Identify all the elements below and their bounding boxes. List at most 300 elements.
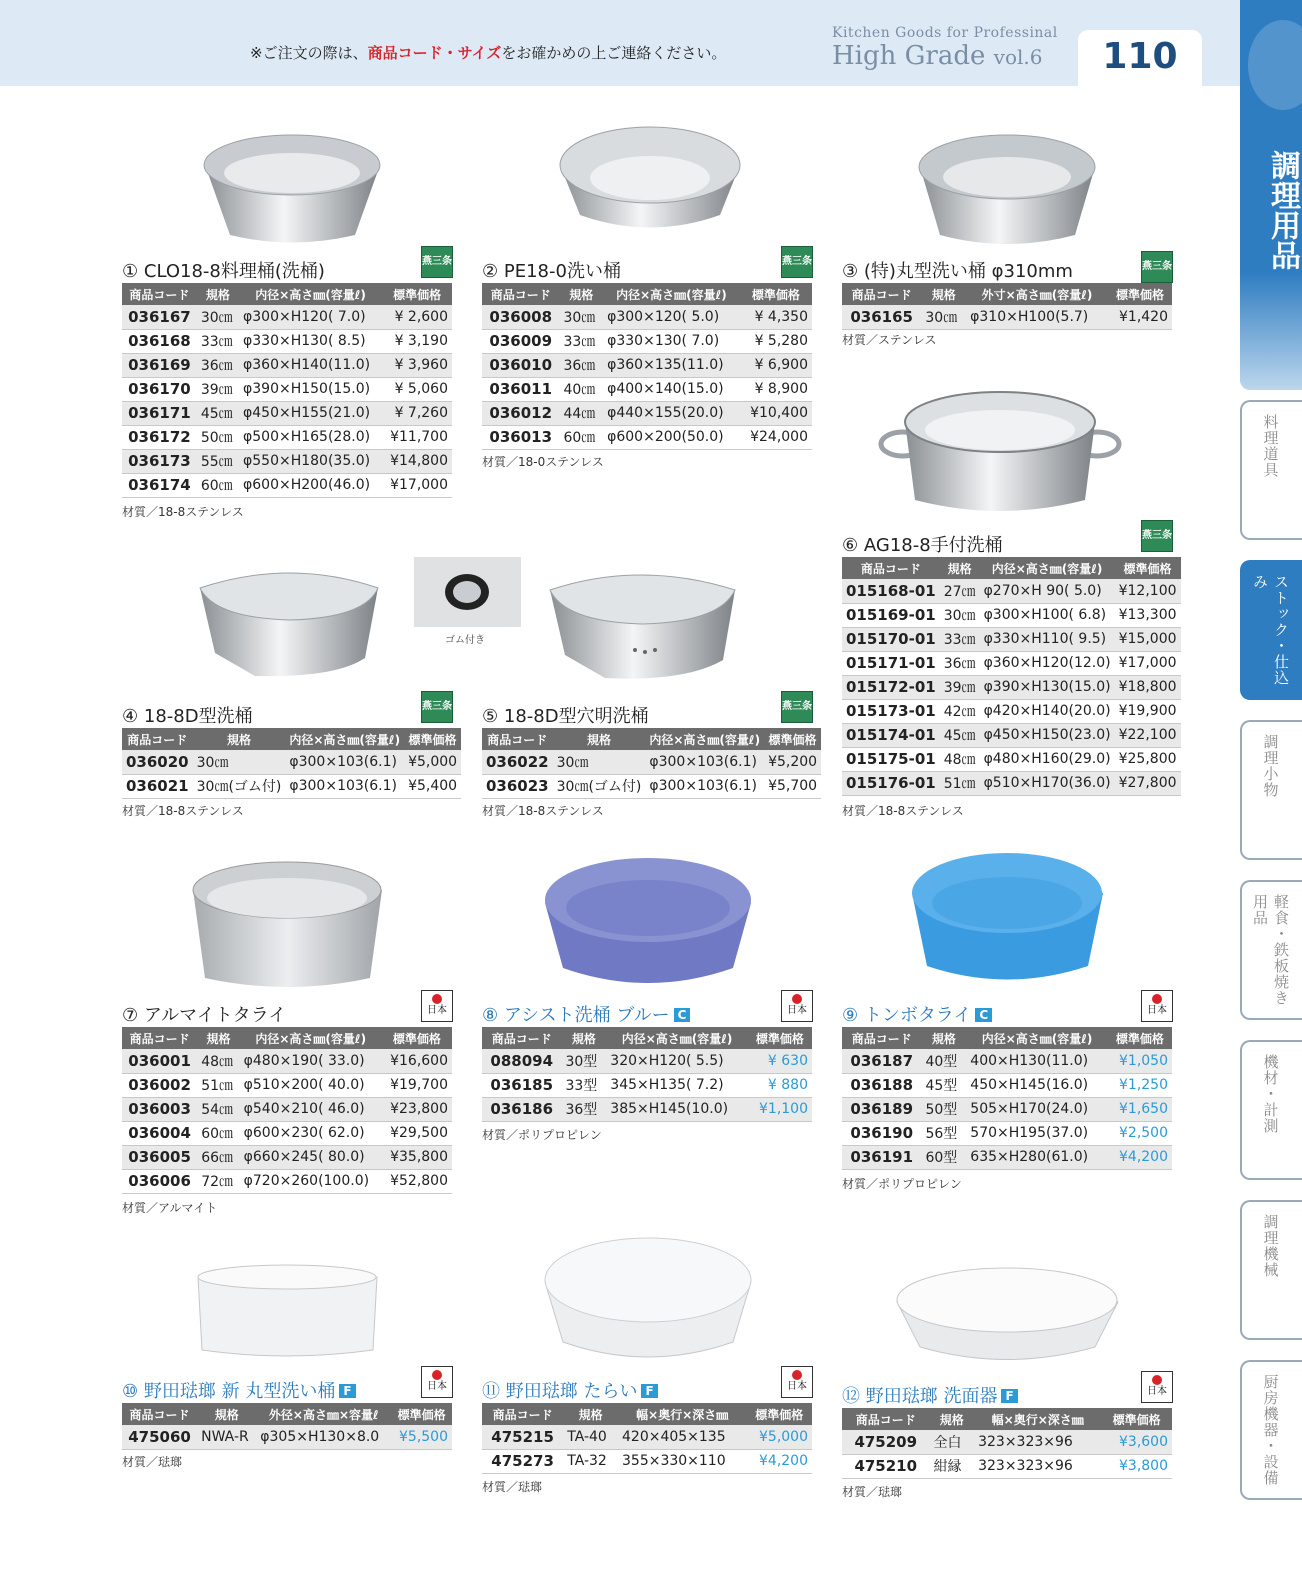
cell-size: 45㎝ — [197, 401, 239, 425]
product-title-4: ④ 18-8D型洗桶 — [122, 706, 253, 727]
table-row — [842, 1121, 1172, 1145]
cell-dimensions: 385×H145(10.0) — [606, 1097, 748, 1121]
product-table-9 — [842, 1027, 1172, 1170]
column-header: 規格 — [197, 283, 239, 305]
cell-size: 30㎝(ゴム付) — [553, 774, 646, 798]
table-header-row — [122, 283, 452, 305]
cell-dimensions: 345×H135( 7.2) — [606, 1073, 748, 1097]
cell-dimensions: φ300×103(6.1) — [645, 750, 764, 774]
product-image-8 — [543, 848, 753, 990]
cell-dimensions: φ330×130( 7.0) — [603, 329, 740, 353]
material-5: 材質／18-8ステンレス — [482, 804, 604, 818]
table-header-row — [842, 283, 1172, 305]
cell-product-code: 475209 — [842, 1430, 930, 1454]
table-row — [842, 1430, 1172, 1454]
cell-price: ¥ 5,060 — [382, 377, 452, 401]
table-header-row — [842, 557, 1181, 579]
cell-dimensions: φ300×103(6.1) — [285, 774, 404, 798]
cell-price: ¥10,400 — [740, 401, 812, 425]
cell-price: ¥1,420 — [1108, 305, 1172, 329]
table-row — [122, 473, 452, 497]
product-image-6 — [875, 382, 1125, 520]
cell-price: ¥16,600 — [382, 1049, 452, 1073]
sidebar-tab-measuring[interactable]: 機材・計測 — [1240, 1040, 1302, 1180]
cell-product-code: 036167 — [122, 305, 197, 329]
material-3: 材質／ステンレス — [842, 333, 937, 347]
cell-price: ¥1,050 — [1108, 1049, 1172, 1073]
cell-size: 36㎝ — [197, 353, 239, 377]
product-title-3: ③ (特)丸型洗い桶 φ310mm — [842, 261, 1073, 282]
cell-dimensions: φ440×155(20.0) — [603, 401, 740, 425]
cell-size: 40型 — [921, 1049, 966, 1073]
cell-price: ¥18,800 — [1115, 675, 1181, 699]
column-header: 規格 — [197, 1403, 256, 1425]
made-in-japan-mark: 日本 — [421, 990, 453, 1022]
cell-price: ¥1,100 — [748, 1097, 812, 1121]
brand-logo: Kitchen Goods for Professinal High Grade vol.6 — [832, 25, 1058, 71]
cell-dimensions: φ540×210( 46.0) — [240, 1097, 382, 1121]
cell-dimensions: φ720×260(100.0) — [240, 1169, 382, 1193]
column-header: 標準価格 — [1101, 1408, 1172, 1430]
cell-product-code: 088094 — [482, 1049, 561, 1073]
material-10: 材質／琺瑯 — [122, 1455, 183, 1469]
cell-price: ¥12,100 — [1115, 579, 1181, 603]
table-row — [122, 353, 452, 377]
tsubame-sanjo-mark: 燕三条 — [1141, 251, 1173, 283]
cell-dimensions: φ300×103(6.1) — [645, 774, 764, 798]
column-header: 標準価格 — [382, 1027, 452, 1049]
cell-size: 30㎝ — [553, 750, 646, 774]
cell-price: ¥5,500 — [391, 1425, 452, 1449]
table-row — [842, 1073, 1172, 1097]
table-row — [122, 1073, 452, 1097]
product-table-3 — [842, 283, 1172, 330]
product-title-2: ② PE18-0洗い桶 — [482, 261, 621, 282]
column-header: 内径×高さ㎜(容量ℓ) — [240, 1027, 382, 1049]
cell-dimensions: φ330×H130( 8.5) — [239, 329, 382, 353]
order-notice: ※ご注文の際は、商品コード・サイズをお確かめの上ご連絡ください。 — [250, 44, 727, 62]
cell-price: ¥ 6,900 — [740, 353, 812, 377]
tsubame-sanjo-mark: 燕三条 — [1141, 520, 1173, 552]
column-header: 規格 — [921, 1027, 966, 1049]
table-row — [842, 699, 1181, 723]
cell-size: 30㎝ — [921, 305, 966, 329]
cell-dimensions: 420×405×135 — [618, 1425, 746, 1449]
column-header: 商品コード — [842, 1408, 930, 1430]
cell-size: 33㎝ — [197, 329, 239, 353]
material-1: 材質／18-8ステンレス — [122, 505, 244, 519]
column-header: 標準価格 — [746, 1403, 812, 1425]
cell-price: ¥19,900 — [1115, 699, 1181, 723]
cell-price: ¥3,600 — [1101, 1430, 1172, 1454]
product-table-6 — [842, 557, 1181, 796]
column-header: 規格 — [563, 1403, 618, 1425]
cell-dimensions: φ270×H 90( 5.0) — [980, 579, 1115, 603]
cell-price: ¥15,000 — [1115, 627, 1181, 651]
table-row — [842, 1097, 1172, 1121]
cell-price: ¥ 8,900 — [740, 377, 812, 401]
product-title-9: ⑨ トンボタライ C — [842, 1001, 992, 1027]
column-header: 幅×奥行×深さ㎜ — [618, 1403, 746, 1425]
cell-price: ¥5,700 — [764, 774, 821, 798]
table-row — [842, 305, 1172, 329]
made-in-japan-mark: 日本 — [781, 990, 813, 1022]
table-row — [482, 774, 821, 798]
column-header: 内径×高さ㎜(容量ℓ) — [285, 728, 404, 750]
cell-size: 36㎝ — [559, 353, 603, 377]
table-header-row — [482, 283, 812, 305]
sidebar-tab-griddle[interactable]: 軽食・鉄板焼き用品 — [1240, 880, 1302, 1020]
cell-dimensions: φ510×H170(36.0) — [980, 771, 1115, 795]
table-row — [842, 771, 1181, 795]
column-header: 商品コード — [122, 728, 193, 750]
cell-size: 60㎝ — [559, 425, 603, 449]
sidebar-tab-kitchen-equipment[interactable]: 厨房機器・設備 — [1240, 1360, 1302, 1500]
tsubame-sanjo-mark: 燕三条 — [421, 246, 453, 278]
cell-size: 60㎝ — [197, 473, 239, 497]
cell-price: ¥1,250 — [1108, 1073, 1172, 1097]
table-row — [842, 1049, 1172, 1073]
sidebar-tab-machines[interactable]: 調理機械 — [1240, 1200, 1302, 1340]
cell-dimensions: φ480×H160(29.0) — [980, 747, 1115, 771]
cell-size: 45型 — [921, 1073, 966, 1097]
cell-product-code: 036012 — [482, 401, 559, 425]
cell-product-code: 036001 — [122, 1049, 197, 1073]
sidebar-main-category[interactable]: 調理用品 — [1240, 0, 1302, 390]
cell-dimensions: φ660×245( 80.0) — [240, 1145, 382, 1169]
cell-product-code: 036022 — [482, 750, 553, 774]
cell-price: ¥14,800 — [382, 449, 452, 473]
cell-size: 30㎝(ゴム付) — [193, 774, 286, 798]
table-header-row — [122, 1403, 452, 1425]
column-header: 商品コード — [122, 1027, 197, 1049]
column-header: 商品コード — [122, 1403, 197, 1425]
product-image-3 — [915, 125, 1100, 250]
cell-product-code: 036010 — [482, 353, 559, 377]
table-row — [122, 1097, 452, 1121]
column-header: 規格 — [561, 1027, 606, 1049]
material-11: 材質／琺瑯 — [482, 1480, 543, 1494]
cell-dimensions: 323×323×96 — [974, 1454, 1101, 1478]
cell-dimensions: φ400×140(15.0) — [603, 377, 740, 401]
cell-product-code: 475210 — [842, 1454, 930, 1478]
cell-dimensions: φ390×H130(15.0) — [980, 675, 1115, 699]
cell-product-code: 036006 — [122, 1169, 197, 1193]
cell-size: 66㎝ — [197, 1145, 239, 1169]
column-header: 商品コード — [482, 1027, 561, 1049]
cell-price: ¥23,800 — [382, 1097, 452, 1121]
cell-product-code: 036169 — [122, 353, 197, 377]
cell-size: NWA-R — [197, 1425, 256, 1449]
cell-size: 60㎝ — [197, 1121, 239, 1145]
cell-size: 39㎝ — [940, 675, 980, 699]
column-header: 商品コード — [482, 1403, 563, 1425]
made-in-japan-mark: 日本 — [1141, 990, 1173, 1022]
cell-dimensions: φ480×190( 33.0) — [240, 1049, 382, 1073]
cell-dimensions: φ300×H100( 6.8) — [980, 603, 1115, 627]
made-in-japan-mark: 日本 — [781, 1366, 813, 1398]
column-header: 規格 — [559, 283, 603, 305]
material-2: 材質／18-0ステンレス — [482, 455, 604, 469]
product-title-10: ⑩ 野田琺瑯 新 丸型洗い桶 F — [122, 1377, 356, 1403]
cell-price: ¥4,200 — [746, 1449, 812, 1473]
column-header: 内径×高さ㎜(容量ℓ) — [966, 1027, 1108, 1049]
cell-price: ¥24,000 — [740, 425, 812, 449]
column-header: 内径×高さ㎜(容量ℓ) — [606, 1027, 748, 1049]
cell-product-code: 036189 — [842, 1097, 921, 1121]
cell-dimensions: 400×H130(11.0) — [966, 1049, 1108, 1073]
product-image-5 — [545, 560, 740, 682]
cell-product-code: 036190 — [842, 1121, 921, 1145]
cell-dimensions: φ600×200(50.0) — [603, 425, 740, 449]
material-7: 材質／アルマイト — [122, 1201, 218, 1215]
column-header: 商品コード — [842, 557, 940, 579]
cell-dimensions: 505×H170(24.0) — [966, 1097, 1108, 1121]
cell-product-code: 015171-01 — [842, 651, 940, 675]
cell-product-code: 475273 — [482, 1449, 563, 1473]
cell-dimensions: φ300×120( 5.0) — [603, 305, 740, 329]
table-row — [122, 401, 452, 425]
cell-size: 33型 — [561, 1073, 606, 1097]
product-image-2 — [555, 120, 745, 232]
cell-size: 紺縁 — [930, 1454, 975, 1478]
product-title-1: ① CLO18-8料理桶(洗桶) — [122, 261, 325, 282]
cell-size: 51㎝ — [197, 1073, 239, 1097]
cell-price: ¥3,800 — [1101, 1454, 1172, 1478]
sidebar — [1240, 0, 1302, 1593]
cell-product-code: 036009 — [482, 329, 559, 353]
cell-size: 36㎝ — [940, 651, 980, 675]
cell-dimensions: φ360×H140(11.0) — [239, 353, 382, 377]
cell-size: 56型 — [921, 1121, 966, 1145]
cell-product-code: 036168 — [122, 329, 197, 353]
table-header-row — [842, 1027, 1172, 1049]
cell-size: 55㎝ — [197, 449, 239, 473]
product-table-7 — [122, 1027, 452, 1194]
cell-size: 30㎝ — [193, 750, 286, 774]
cell-product-code: 475060 — [122, 1425, 197, 1449]
table-row — [122, 329, 452, 353]
cell-size: 42㎝ — [940, 699, 980, 723]
column-header: 内径×高さ㎜(容量ℓ) — [645, 728, 764, 750]
cell-size: 27㎝ — [940, 579, 980, 603]
cell-dimensions: φ300×103(6.1) — [285, 750, 404, 774]
product-table-8 — [482, 1027, 812, 1122]
product-title-6: ⑥ AG18-8手付洗桶 — [842, 535, 1003, 556]
cell-product-code: 036188 — [842, 1073, 921, 1097]
product-table-5 — [482, 728, 821, 799]
cell-dimensions: φ360×135(11.0) — [603, 353, 740, 377]
cell-product-code: 036174 — [122, 473, 197, 497]
column-header: 商品コード — [842, 1027, 921, 1049]
cell-price: ¥22,100 — [1115, 723, 1181, 747]
cell-product-code: 015168-01 — [842, 579, 940, 603]
table-row — [842, 579, 1181, 603]
product-table-10 — [122, 1403, 452, 1450]
rubber-caption: ゴム付き — [445, 635, 485, 646]
product-image-12 — [895, 1262, 1120, 1367]
cell-size: 51㎝ — [940, 771, 980, 795]
table-row — [122, 449, 452, 473]
cell-price: ¥2,500 — [1108, 1121, 1172, 1145]
column-header: 規格 — [940, 557, 980, 579]
column-header: 外寸×高さ㎜(容量ℓ) — [966, 283, 1108, 305]
cell-dimensions: 635×H280(61.0) — [966, 1145, 1108, 1169]
material-12: 材質／琺瑯 — [842, 1485, 903, 1499]
cell-price: ¥ 3,960 — [382, 353, 452, 377]
sidebar-tab-stock-prep[interactable]: ストック・仕込み — [1240, 560, 1302, 700]
cell-product-code: 015174-01 — [842, 723, 940, 747]
tsubame-sanjo-mark: 燕三条 — [421, 691, 453, 723]
table-row — [122, 1169, 452, 1193]
product-table-12 — [842, 1408, 1172, 1479]
table-row — [482, 1073, 812, 1097]
cell-size: 30㎝ — [940, 603, 980, 627]
product-title-5: ⑤ 18-8D型穴明洗桶 — [482, 706, 649, 727]
table-header-row — [482, 728, 821, 750]
cell-product-code: 475215 — [482, 1425, 563, 1449]
cell-dimensions: φ600×H200(46.0) — [239, 473, 382, 497]
cell-price: ¥ 2,600 — [382, 305, 452, 329]
table-row — [482, 401, 812, 425]
sidebar-tab-small-tools[interactable]: 調理小物 — [1240, 720, 1302, 860]
cell-dimensions: φ305×H130×8.0 — [256, 1425, 391, 1449]
product-image-4 — [195, 558, 383, 680]
table-row — [842, 1454, 1172, 1478]
cell-dimensions: 355×330×110 — [618, 1449, 746, 1473]
cell-price: ¥25,800 — [1115, 747, 1181, 771]
cell-dimensions: φ360×H120(12.0) — [980, 651, 1115, 675]
cell-size: 48㎝ — [940, 747, 980, 771]
cell-size: 33㎝ — [940, 627, 980, 651]
table-header-row — [842, 1408, 1172, 1430]
table-row — [122, 1425, 452, 1449]
column-header: 規格 — [193, 728, 286, 750]
table-row — [842, 1145, 1172, 1169]
cell-price: ¥ 4,350 — [740, 305, 812, 329]
cell-product-code: 036003 — [122, 1097, 197, 1121]
cell-dimensions: φ600×230( 62.0) — [240, 1121, 382, 1145]
page-number: 110 — [1102, 36, 1178, 77]
column-header: 規格 — [553, 728, 646, 750]
table-row — [122, 1145, 452, 1169]
cell-product-code: 036002 — [122, 1073, 197, 1097]
table-row — [842, 747, 1181, 771]
cell-size: 45㎝ — [940, 723, 980, 747]
product-table-11 — [482, 1403, 812, 1474]
column-header: 規格 — [197, 1027, 239, 1049]
cell-size: 30型 — [561, 1049, 606, 1073]
cell-dimensions: φ510×200( 40.0) — [240, 1073, 382, 1097]
cell-size: 30㎝ — [559, 305, 603, 329]
product-image-9 — [910, 848, 1105, 986]
product-image-1 — [200, 125, 385, 245]
sidebar-tab-cooking-tools[interactable]: 料理道具 — [1240, 400, 1302, 540]
cell-product-code: 036023 — [482, 774, 553, 798]
cell-dimensions: φ450×H150(23.0) — [980, 723, 1115, 747]
table-row — [482, 305, 812, 329]
cell-dimensions: φ390×H150(15.0) — [239, 377, 382, 401]
table-row — [122, 1049, 452, 1073]
column-header: 標準価格 — [748, 1027, 812, 1049]
cell-size: 40㎝ — [559, 377, 603, 401]
table-row — [482, 750, 821, 774]
cell-product-code: 036191 — [842, 1145, 921, 1169]
cell-dimensions: 320×H120( 5.5) — [606, 1049, 748, 1073]
column-header: 標準価格 — [391, 1403, 452, 1425]
cell-dimensions: φ550×H180(35.0) — [239, 449, 382, 473]
cell-size: TA-32 — [563, 1449, 618, 1473]
cell-size: TA-40 — [563, 1425, 618, 1449]
cell-price: ¥17,000 — [1115, 651, 1181, 675]
cell-size: 36型 — [561, 1097, 606, 1121]
table-header-row — [122, 1027, 452, 1049]
table-row — [122, 1121, 452, 1145]
cell-price: ¥19,700 — [382, 1073, 452, 1097]
cell-price: ¥ 630 — [748, 1049, 812, 1073]
cell-price: ¥ 7,260 — [382, 401, 452, 425]
cell-product-code: 036173 — [122, 449, 197, 473]
product-title-12: ⑫ 野田琺瑯 洗面器 F — [842, 1382, 1018, 1408]
cell-size: 44㎝ — [559, 401, 603, 425]
cell-product-code: 036170 — [122, 377, 197, 401]
table-row — [122, 750, 461, 774]
cell-dimensions: φ420×H140(20.0) — [980, 699, 1115, 723]
cell-price: ¥5,000 — [746, 1425, 812, 1449]
tsubame-sanjo-mark: 燕三条 — [781, 691, 813, 723]
cell-price: ¥35,800 — [382, 1145, 452, 1169]
cell-product-code: 015172-01 — [842, 675, 940, 699]
cell-product-code: 036165 — [842, 305, 921, 329]
column-header: 内径×高さ㎜(容量ℓ) — [603, 283, 740, 305]
column-header: 商品コード — [482, 283, 559, 305]
material-8: 材質／ポリプロピレン — [482, 1128, 602, 1142]
product-title-8: ⑧ アシスト洗桶 ブルー C — [482, 1001, 690, 1027]
cell-size: 72㎝ — [197, 1169, 239, 1193]
table-row — [842, 651, 1181, 675]
cell-product-code: 036172 — [122, 425, 197, 449]
cell-size: 33㎝ — [559, 329, 603, 353]
cell-product-code: 036020 — [122, 750, 193, 774]
cell-product-code: 036186 — [482, 1097, 561, 1121]
cell-product-code: 036005 — [122, 1145, 197, 1169]
table-header-row — [482, 1027, 812, 1049]
table-row — [482, 1425, 812, 1449]
table-row — [482, 1049, 812, 1073]
table-row — [482, 1097, 812, 1121]
cell-price: ¥ 5,280 — [740, 329, 812, 353]
table-row — [122, 305, 452, 329]
cell-price: ¥5,200 — [764, 750, 821, 774]
cell-size: 54㎝ — [197, 1097, 239, 1121]
cell-price: ¥27,800 — [1115, 771, 1181, 795]
material-9: 材質／ポリプロピレン — [842, 1177, 962, 1191]
table-row — [122, 377, 452, 401]
table-row — [482, 329, 812, 353]
column-header: 標準価格 — [382, 283, 452, 305]
table-row — [122, 425, 452, 449]
table-row — [482, 377, 812, 401]
cell-dimensions: φ310×H100(5.7) — [966, 305, 1108, 329]
column-header: 標準価格 — [404, 728, 461, 750]
cell-product-code: 036008 — [482, 305, 559, 329]
material-4: 材質／18-8ステンレス — [122, 804, 244, 818]
rubber-detail-image — [414, 557, 521, 627]
column-header: 規格 — [921, 283, 966, 305]
product-title-11: ⑪ 野田琺瑯 たらい F — [482, 1377, 658, 1403]
cell-size: 48㎝ — [197, 1049, 239, 1073]
cell-product-code: 036013 — [482, 425, 559, 449]
